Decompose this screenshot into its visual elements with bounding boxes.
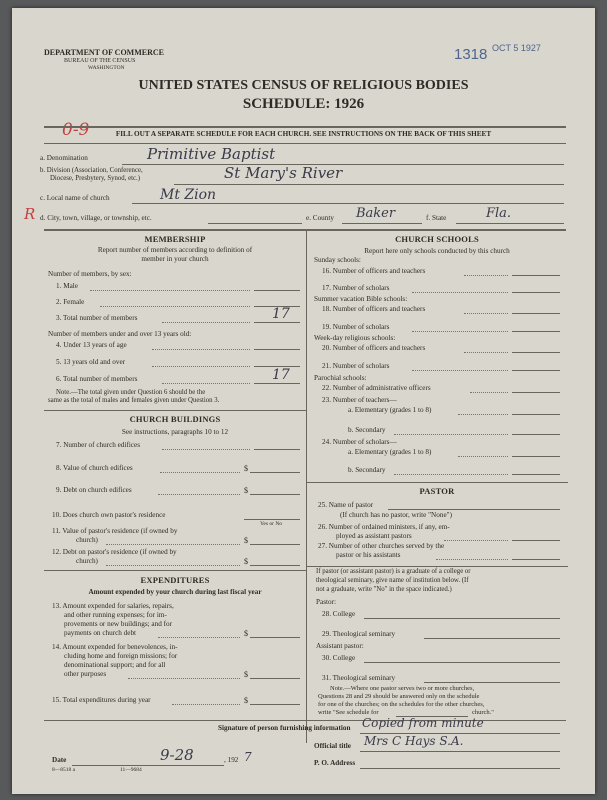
signature-value: Copied from minute [362,716,484,730]
census-schedule-form [12,8,595,794]
q13-line-2: and other running expenses; for im- [64,611,167,619]
members-by-sex-label: Number of members, by sex: [48,270,132,278]
division-line [174,184,564,185]
q25-pastor-name: 25. Name of pastor [318,501,374,509]
q19-leader [412,331,508,332]
q14-leader [128,678,240,679]
signature-label: Signature of person furnishing information [218,724,351,732]
graduate-instruction-1: If pastor (or assistant pastor) is a graduate of a college or [316,568,471,575]
q4-under-13: 4. Under 13 years of age [56,341,127,349]
schools-subheading: Report here only schools conducted by this church [364,247,510,255]
q27-leader [436,559,508,560]
q12-leader [106,565,240,566]
q7-leader [162,449,250,450]
city-town-label: d. City, town, village, or township, etc. [40,214,152,222]
q30-answer-line [364,662,560,663]
q27-line-2: pastor or his assistants [336,551,401,559]
membership-note-1: Note.—The total given under Question 6 should be the [56,389,206,396]
q9-dollar: $ [244,486,248,495]
q24a-answer-line [512,456,560,457]
weekday-schools-label: Week-day religious schools: [314,334,396,342]
buildings-subheading: See instructions, paragraphs 10 to 12 [121,428,229,436]
q20-answer-line [512,352,560,353]
q1-answer-line [254,290,300,291]
q9-leader [158,494,240,495]
expenditures-heading: EXPENDITURES [140,575,210,585]
q16-officers: 16. Number of officers and teachers [322,267,426,275]
form-subtitle: SCHEDULE: 1926 [242,96,365,112]
q29-answer-line [424,638,560,639]
q8-leader [160,472,240,473]
pastor-heading: PASTOR [419,486,455,496]
q5-leader [152,366,250,367]
form-number: 8—8518 a [52,767,76,773]
q15-leader [172,704,240,705]
graduate-instruction-3: not a graduate, write "No" in the space indicated.) [316,586,452,593]
print-number: 11—9684 [120,767,142,773]
q24b-answer-line [512,474,560,475]
graduate-rule [306,566,568,567]
q4-answer-line [254,349,300,350]
q23a-answer-line [512,414,560,415]
q1-male: 1. Male [56,282,78,290]
q28-answer-line [364,618,560,619]
membership-heading: MEMBERSHIP [144,234,206,244]
q26-leader [444,540,508,541]
pastor-note-4: write "See schedule for [318,709,379,716]
official-title-line [360,751,560,752]
q18-leader [464,313,508,314]
q31-seminary: 31. Theological seminary [322,674,396,682]
q22-leader [470,392,508,393]
q13-line-4: payments on church debt [64,629,137,637]
q30-college: 30. College [322,654,356,662]
section-rule [44,229,566,231]
q24-scholars: 24. Number of scholars— [322,438,397,446]
q16-leader [464,275,508,276]
header-rule-bottom [44,143,566,144]
q11-leader [106,544,240,545]
church-name-label: c. Local name of church [40,194,110,202]
q8-value-edifices: 8. Value of church edifices [56,464,133,472]
q7-edifices: 7. Number of church edifices [56,441,141,449]
q11-line-1: 11. Value of pastor's residence (if owned by [52,527,178,535]
church-name-line [132,203,564,204]
division-label-1: b. Division (Association, Conference, [40,167,143,174]
age-intro: Number of members under and over 13 years old: [48,330,192,338]
q22-admin-officers: 22. Number of administrative officers [322,384,431,392]
q26-answer-line [512,540,560,541]
q14-dollar: $ [244,670,248,679]
q8-dollar: $ [244,464,248,473]
yes-no-hint: Yes or No [260,521,283,527]
buildings-heading: CHURCH BUILDINGS [129,414,221,424]
official-title-value: Mrs C Hays S.A. [364,734,464,748]
q24a-elementary: a. Elementary (grades 1 to 8) [348,448,432,456]
q10-answer-line [244,519,300,520]
denomination-line [122,164,564,165]
date-line [72,765,224,766]
q2-leader [100,306,250,307]
q23b-secondary: b. Secondary [348,426,386,434]
q24a-leader [458,456,508,457]
denomination-value: Primitive Baptist [147,145,276,163]
q23a-elementary: a. Elementary (grades 1 to 8) [348,406,432,414]
q1-leader [90,290,250,291]
q2-female: 2. Female [56,298,85,306]
q15-dollar: $ [244,696,248,705]
q17-answer-line [512,292,560,293]
graduate-instruction-2: theological seminary, give name of institution below. (If [316,577,469,584]
denomination-label: a. Denomination [40,154,88,162]
q13-line-3: provements or new buildings; and for [64,620,172,628]
city-town-line [208,223,302,224]
buildings-rule [44,410,306,411]
q15-total-expenditures: 15. Total expenditures during year [52,696,151,704]
q19-scholars: 19. Number of scholars [322,323,390,331]
county-line [342,223,422,224]
q10-owns-residence: 10. Does church own pastor's residence [52,511,166,519]
q24b-secondary: b. Secondary [348,466,386,474]
q21-leader [412,370,508,371]
division-value: St Mary's River [224,164,343,182]
q18-answer-line [512,313,560,314]
pastor-note-1: Note.—Where one pastor serves two or more churches, [330,685,475,692]
q3-total: 3. Total number of members [56,314,138,322]
q14-line-2: cluding home and foreign missions; for [64,652,178,660]
q26-line-2: ployed as assistant pastors [336,532,412,540]
q25-note: (If church has no pastor, write "None") [340,511,452,519]
expenditures-subheading: Amount expended by your church during last fiscal year [88,588,262,596]
state-line [456,223,564,224]
city-label: WASHINGTON [88,65,125,71]
q17-leader [412,292,508,293]
q31-answer-line [424,682,560,683]
form-title: UNITED STATES CENSUS OF RELIGIOUS BODIES [138,78,469,93]
q28-college: 28. College [322,610,356,618]
q15-answer-line [250,704,300,705]
q19-answer-line [512,331,560,332]
q8-answer-line [250,472,300,473]
pastor-note-5: church." [472,709,494,716]
q20-leader [464,352,508,353]
state-value: Fla. [486,206,512,221]
q17-scholars: 17. Number of scholars [322,284,390,292]
q14-line-4: other purposes [64,670,107,678]
red-annotation: 0-9 [62,120,90,140]
membership-note-2: same as the total of males and females given under Question 3. [48,397,220,404]
q5-over-13: 5. 13 years old and over [56,358,126,366]
q13-line-1: 13. Amount expended for salaries, repairs, [52,602,174,610]
q11-dollar: $ [244,536,248,545]
q9-debt-edifices: 9. Debt on church edifices [56,486,132,494]
q27-answer-line [512,559,560,560]
county-value: Baker [356,206,396,221]
q21-answer-line [512,370,560,371]
q24b-leader [394,474,508,475]
q13-dollar: $ [244,629,248,638]
q20-officers: 20. Number of officers and teachers [322,344,426,352]
q18-officers: 18. Number of officers and teachers [322,305,426,313]
membership-intro-1: Report number of members according to definition of [97,246,253,254]
q12-dollar: $ [244,557,248,566]
department-label: DEPARTMENT OF COMMERCE [44,48,165,57]
summer-schools-label: Summer vacation Bible schools: [314,295,408,303]
q13-answer-line [250,637,300,638]
q12-line-2: church) [76,557,98,565]
division-label-2: Diocese, Presbytery, Synod, etc.) [50,175,140,182]
sunday-schools-label: Sunday schools: [314,256,361,264]
official-title-label: Official title [314,742,351,750]
q21-scholars: 21. Number of scholars [322,362,390,370]
q4-leader [152,349,250,350]
q3-answer-line [254,322,300,323]
q7-answer-line [254,449,300,450]
q25-answer-line [388,509,560,510]
date-value: 9-28 [160,746,194,764]
footer-rule [44,720,566,721]
q3-value: 17 [272,306,290,322]
county-label: e. County [306,214,334,222]
red-margin-mark: R [24,205,36,223]
parochial-schools-label: Parochial schools: [314,374,367,382]
q23b-leader [394,434,508,435]
assistant-pastor-label: Assistant pastor: [316,642,364,650]
q12-line-1: 12. Debt on pastor's residence (if owned by [52,548,177,556]
q12-answer-line [250,565,300,566]
instruction-line: FILL OUT A SEPARATE SCHEDULE FOR EACH CHURCH. SEE INSTRUCTIONS ON THE BACK OF THIS SHEET [115,130,492,138]
membership-intro-2: member in your church [141,255,209,263]
q6-value: 17 [272,367,290,383]
pastor-label: Pastor: [316,598,336,606]
q16-answer-line [512,275,560,276]
pastor-rule [306,482,568,483]
q29-seminary: 29. Theological seminary [322,630,396,638]
q23b-answer-line [512,434,560,435]
q14-line-3: denominational support; and for all [64,661,166,669]
q23a-leader [458,414,508,415]
received-stamp-date: OCT 5 1927 [492,43,541,53]
q3-leader [162,322,250,323]
q22-answer-line [512,392,560,393]
po-address-line [360,768,560,769]
q26-line-1: 26. Number of ordained ministers, if any, em- [318,523,450,531]
q14-line-1: 14. Amount expended for benevolences, in- [52,643,178,651]
q27-line-1: 27. Number of other churches served by the [318,542,445,550]
q13-leader [158,637,240,638]
q6-answer-line [254,383,300,384]
q9-answer-line [250,494,300,495]
schools-heading: CHURCH SCHOOLS [395,234,479,244]
year-value: 7 [244,750,252,764]
q14-answer-line [250,678,300,679]
q6-total: 6. Total number of members [56,375,138,383]
q23-teachers: 23. Number of teachers— [322,396,397,404]
bureau-label: BUREAU OF THE CENSUS [64,58,136,64]
received-stamp-number: 1318 [454,46,488,63]
pastor-note-3: for one of the churches; on the schedules for the other churches, [318,701,485,708]
year-prefix: , 192 [224,756,239,764]
church-name-value: Mt Zion [160,187,217,203]
state-label: f. State [426,214,447,222]
q11-answer-line [250,544,300,545]
q6-leader [162,383,250,384]
date-label: Date [52,756,67,764]
q11-line-2: church) [76,536,98,544]
expenditures-rule [44,570,306,571]
header-rule-top [44,126,566,128]
pastor-note-2: Questions 28 and 29 should be answered only on the schedule [318,693,480,700]
po-address-label: P. O. Address [314,759,356,767]
